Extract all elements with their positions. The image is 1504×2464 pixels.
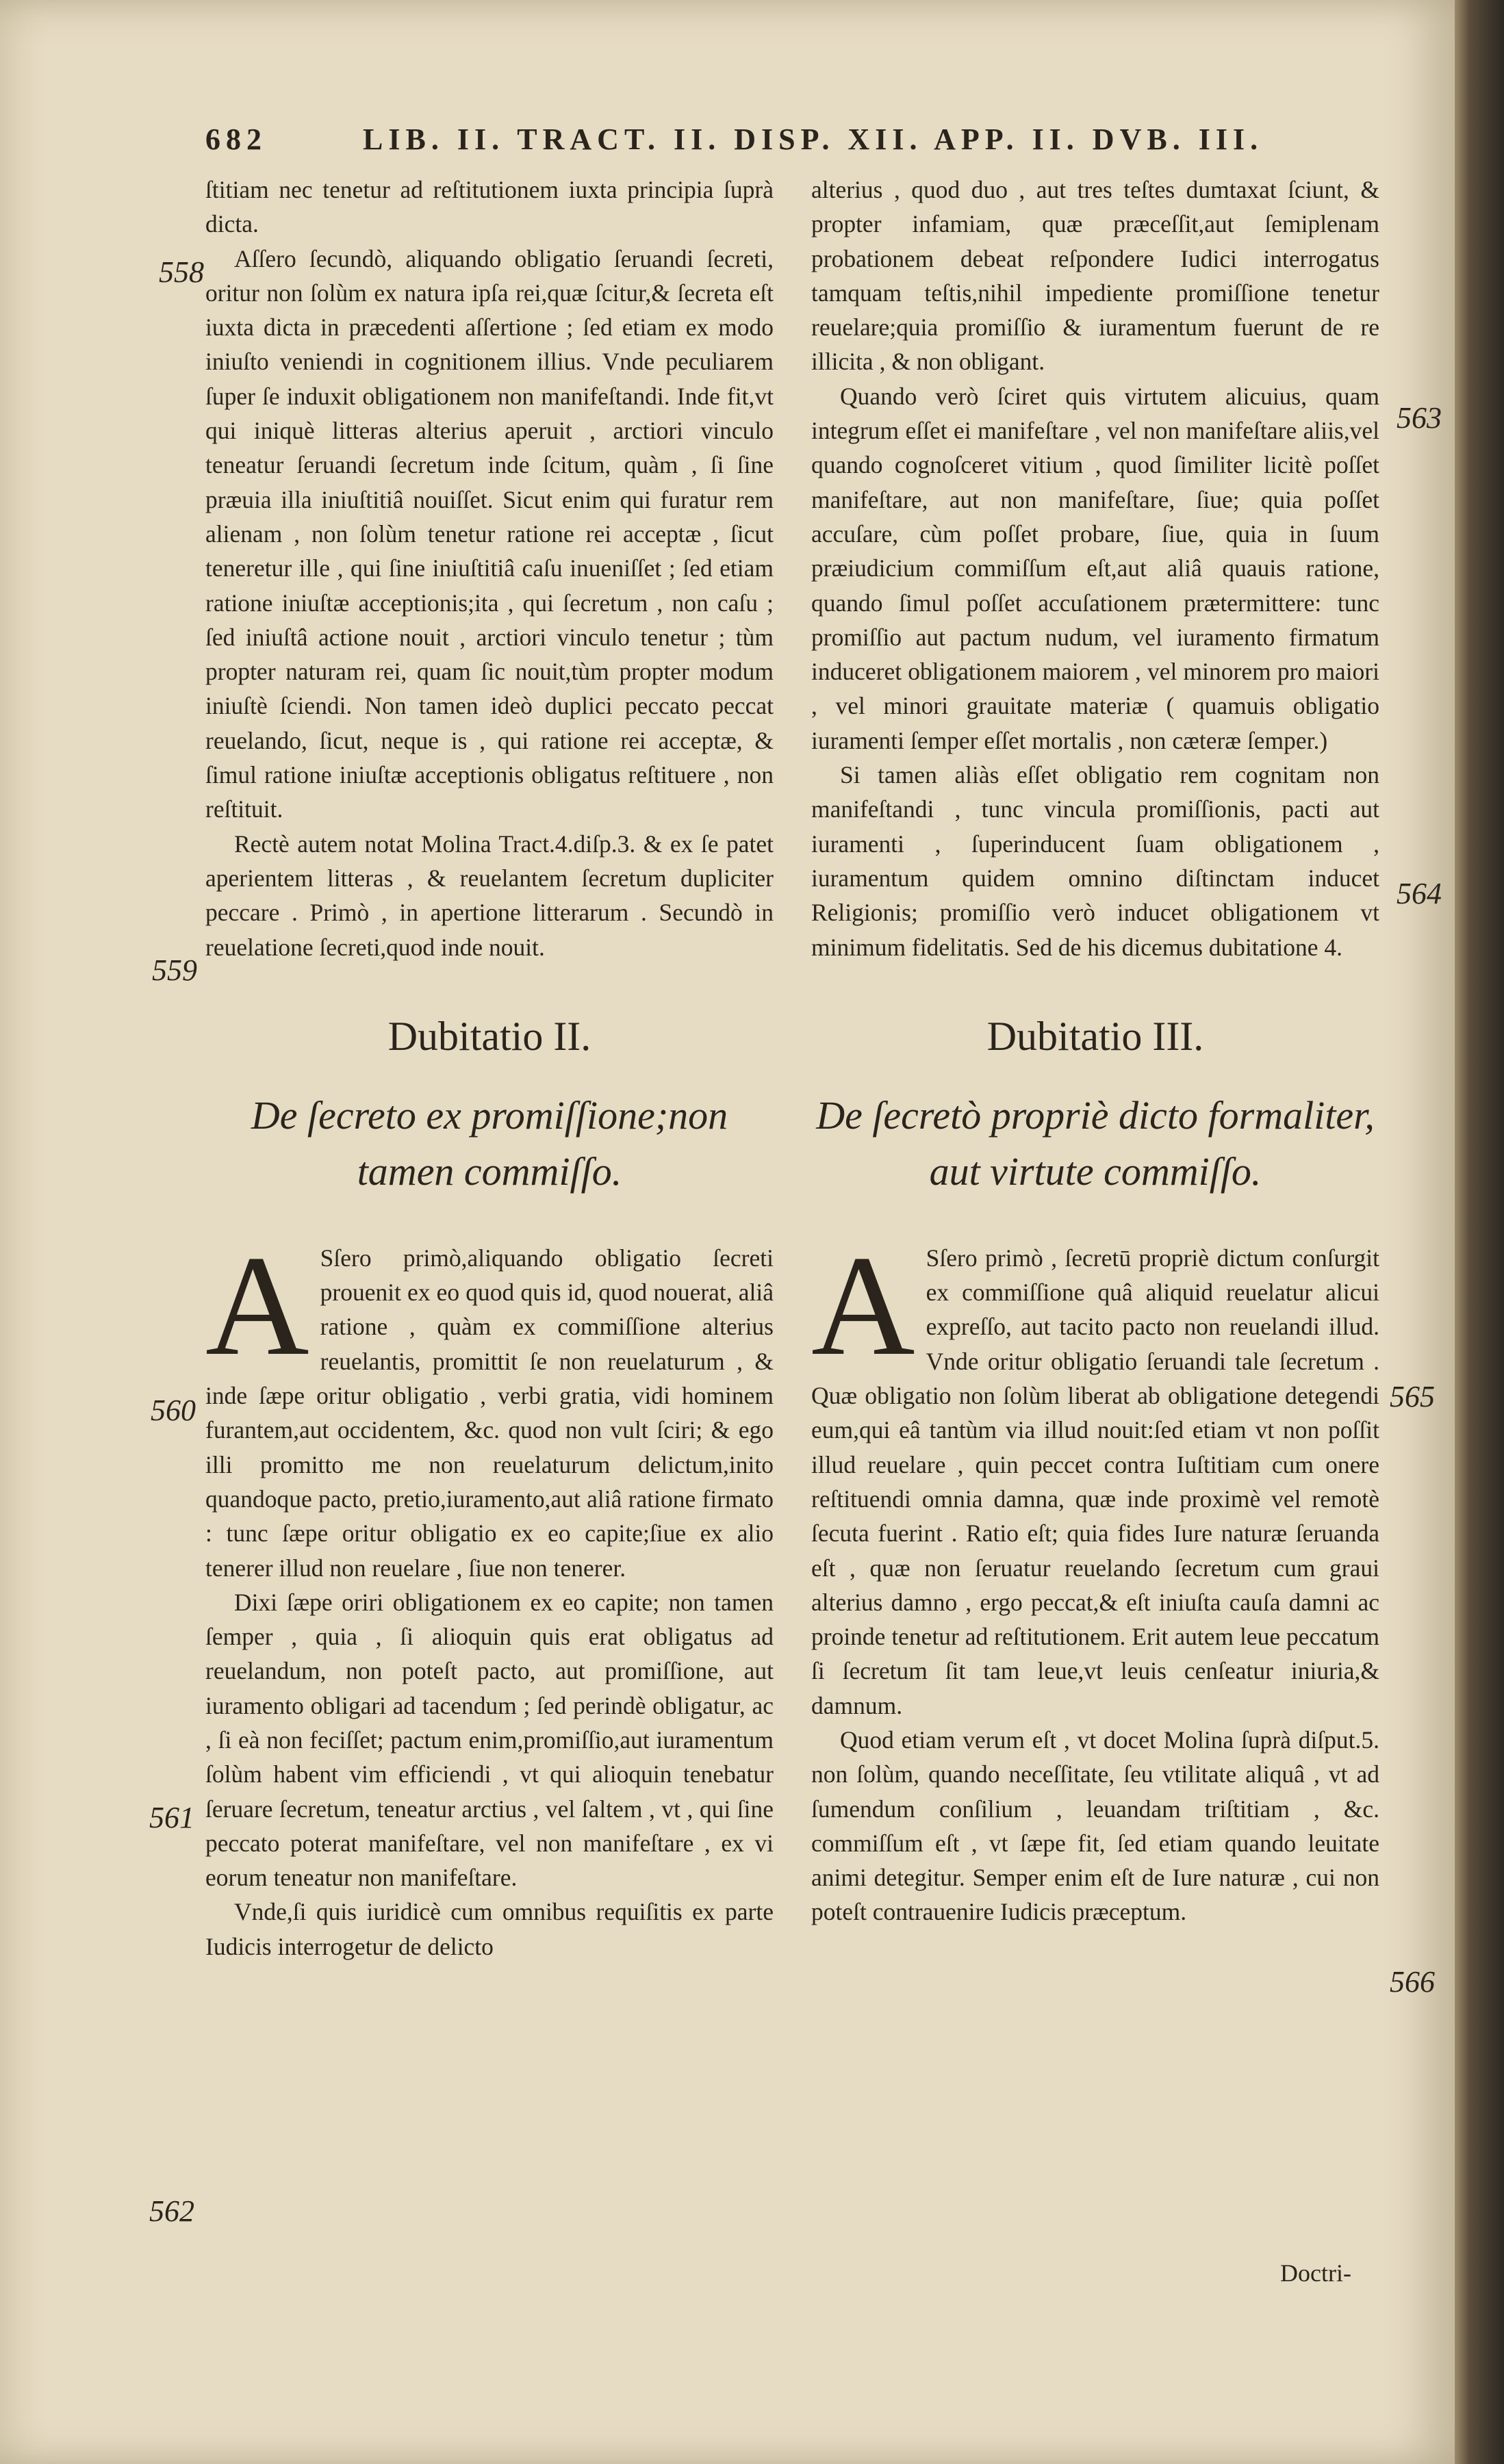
margin-number-566: 566 <box>1390 1965 1435 1999</box>
running-head-title: LIB. II. TRACT. II. DISP. XII. APP. II. DVB. III. <box>363 123 1264 156</box>
left-column <box>205 172 774 1964</box>
page-number: 682 <box>205 123 267 156</box>
margin-number-562: 562 <box>149 2194 194 2228</box>
margin-number-563: 563 <box>1397 401 1442 435</box>
paragraph-564: Si tamen aliàs eſſet obligatio rem cognitam non manifeſtandi , tunc vincula promiſſionis, pacti aut iuramenti , ſuperinducent ſuam obligationem , iuramentum quidem omnino diſtinctam inducet Religionis; promiſſio verò inducet obligationem vt minimum fidelitatis. Sed de his dicemus dubitatione 4. <box>811 761 1379 961</box>
paragraph-562: Vnde,ſi quis iuridicè cum omnibus requiſitis ex parte Iudicis interrogetur de delicto <box>205 1898 774 1960</box>
section-subheading-dubitatio-3: De ſecretò propriè dicto formaliter, aut virtute commiſſo. <box>816 1092 1375 1194</box>
paragraph-563: Quando verò ſciret quis virtutem alicuius, quam integrum eſſet ei manifeſtare , vel non manifeſtare aliis,vel quando cognoſceret vitium , quod ſimiliter licitè poſſet manifeſtare, aut non manifeſtare, ſiue; quia poſſet accuſare, cùm poſſet probare, ſiue, quia in ſuum præiudicium commiſſum eſt,aut aliâ quauis ratione, quando ſimul poſſet accuſationem prætermittere: tunc promiſſio aut pactum nudum, vel iuramento firmatum induceret obligationem maiorem , vel minorem pro maiori , vel minori grauitate materiæ ( quamuis obligatio iuramenti ſemper eſſet mortalis , non cæteræ ſemper.) <box>811 382 1379 754</box>
paragraph-565-block <box>811 1226 1379 1723</box>
drop-cap: A <box>205 1226 309 1385</box>
left-intro-paragraph: ſtitiam nec tenetur ad reſtitutionem iuxta principia ſuprà dicta. <box>205 176 774 238</box>
margin-number-559: 559 <box>152 953 197 987</box>
paragraph-561: Dixi ſæpe oriri obligationem ex eo capite; non tamen ſemper , quia , ſi alioquin quis erat obligatus ad reuelandum, non poteſt pacto, aut promiſſione, aut iuramento obligari ad tacendum ; ſed perindè obligatur, ac , ſi eà non feciſſet; pactum enim,promiſſio,aut iuramentum ſolùm habent vim efficiendi , vt qui alioquin tenebatur ſeruare ſecretum, teneatur arctius , vel ſaltem , vt , qui ſine peccato poterat manifeſtare, vel non manifeſtare , ex vi eorum teneatur non manifeſtare. <box>205 1588 774 1892</box>
running-header <box>205 122 1383 170</box>
paragraph-558: Aſſero ſecundò, aliquando obligatio ſeruandi ſecreti, oritur non ſolùm ex natura ipſa rei,quæ ſcitur,& ſecreta eſt iuxta dicta in præcedenti aſſertione ; ſed etiam ex modo iniuſto veniendi in cognitionem illius. Vnde peculiarem ſuper ſe induxit obligationem non manifeſtandi. Inde fit,vt qui iniquè litteras alterius aperuit , arctiori vinculo teneatur ſeruandi ſecretum inde ſcitum, quàm , ſi ſine præuia illa iniuſtitiâ nouiſſet. Sicut enim qui furatur rem alienam , non ſolùm tenetur ratione rei acceptæ , ſicut teneretur ille , qui ſine iniuſtitiâ caſu inueniſſet ; ſed etiam ratione iniuſtæ acceptionis;ita , qui ſecretum , non caſu ; ſed iniuſtâ actione nouit , arctiori vinculo tenetur ; tùm propter naturam rei, quam ſic nouit,tùm propter modum iniuſtè ſciendi. Non tamen ideò duplici peccato peccat reuelando, ſicut, neque is , qui ratione rei acceptæ, & ſimul ratione iniuſtæ acceptionis obligatus reſtituere , non reſtituit. <box>205 244 774 823</box>
section-heading-dubitatio-3: Dubitatio III. <box>986 1013 1204 1059</box>
catchword: Doctri- <box>1280 2259 1351 2287</box>
drop-cap: A <box>811 1226 915 1385</box>
section-subheading-dubitatio-2: De ſecreto ex promiſſione;non tamen commiſſo. <box>251 1092 728 1194</box>
book-gutter <box>1455 0 1504 2464</box>
margin-number-558: 558 <box>159 255 204 289</box>
section-heading-dubitatio-2: Dubitatio II. <box>387 1013 591 1059</box>
paragraph-560-block <box>205 1226 774 1585</box>
right-column <box>811 172 1379 1929</box>
margin-number-560: 560 <box>151 1394 196 1427</box>
paragraph-560: Sſero primò,aliquando obligatio ſecreti prouenit ex eo quod quis id, quod nouerat, aliâ ratione , quàm ex commiſſione alterius reuelantis, promittit ſe non reuelaturum , & inde ſæpe oritur obligatio , verbi gratia, vidi hominem furantem,aut occidentem, &c. quod non vult ſciri; & ego illi promitto me non reuelaturum delictum,inito quandoque pacto, pretio,iuramento,aut aliâ ratione firmato : tunc ſæpe oritur obligatio ex eo capite;ſiue ex alio tenerer illud non reuelare , ſiue non tenerer. <box>205 1244 774 1582</box>
margin-number-565: 565 <box>1390 1380 1435 1413</box>
paragraph-559: Rectè autem notat Molina Tract.4.diſp.3. & ex ſe patet aperientem litteras , & reuelantem ſecretum dupliciter peccare . Primò , in apertione litterarum . Secundò in reuelatione ſecreti,quod inde nouit. <box>205 830 774 961</box>
right-continuation-paragraph: alterius , quod duo , aut tres teſtes dumtaxat ſciunt, & propter infamiam, quæ præceſſit,aut ſemiplenam probationem debeat reſpondere Iudici interrogatus tamquam teſtis,nihil impediente promiſſione tenetur reuelare;quia promiſſio & iuramentum fuerunt de re illicita , & non obligant. <box>811 176 1379 376</box>
margin-number-561: 561 <box>149 1801 194 1834</box>
margin-number-564: 564 <box>1397 877 1442 910</box>
paragraph-566: Quod etiam verum eſt , vt docet Molina ſuprà diſput.5. non ſolùm, quando neceſſitate, ſeu vtilitate aliquâ , vt ad ſumendum conſilium , leuandam triſtitiam , &c. commiſſum eſt , vt ſæpe fit, ſed etiam quando leuitate animi detegitur. Semper enim eſt de Iure naturæ , cui non poteſt contrauenire Iudicis præceptum. <box>811 1725 1379 1926</box>
paragraph-565: Sſero primò , ſecretū propriè dictum conſurgit ex commiſſione quâ aliquid reuelatur alicui expreſſo, aut tacito pacto non reuelandi illud. Vnde oritur obligatio ſeruandi tale ſecretum . Quæ obligatio non ſolùm liberat ab obligatione detegendi eum,qui eâ tantùm via illud nouit:ſed etiam vt non poſſit illud reuelare , quin peccet contra Iuſtitiam cum onere reſtituendi omnia damna, quæ inde proximè vel remotè ſecuta fuerint . Ratio eſt; quia fides Iure naturæ ſeruanda eſt , quæ non ſeruatur reuelando ſecretum cum graui alterius damno , ergo peccat,& eſt iniuſta cauſa damni ac proinde tenetur ad reſtitutionem. Erit autem leue peccatum ſi ſecretum ſit tam leue,vt leuis cenſeatur iniuria,& damnum. <box>811 1244 1379 1719</box>
